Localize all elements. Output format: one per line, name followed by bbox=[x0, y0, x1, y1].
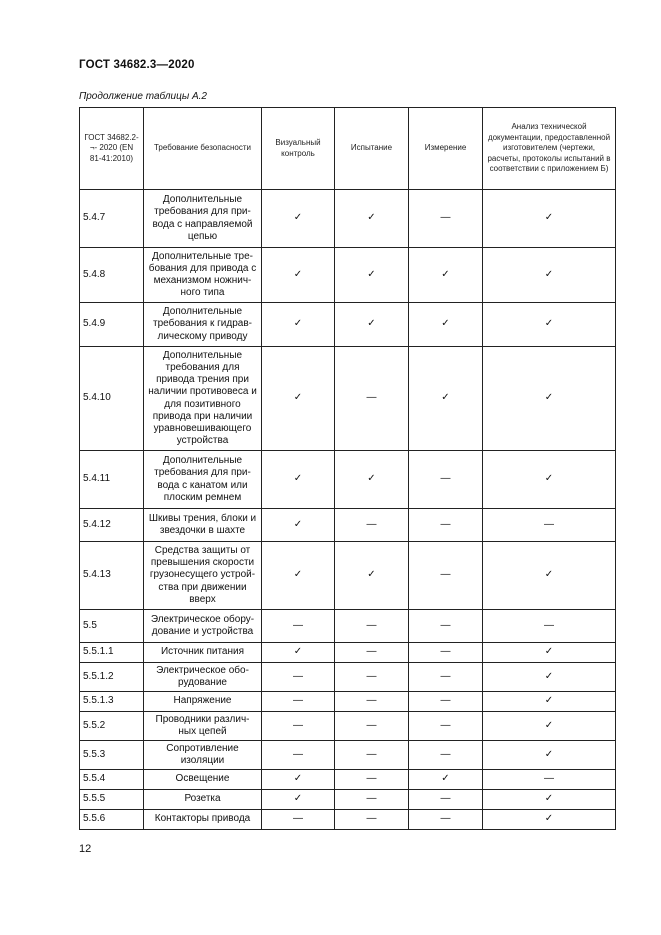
analysis-cell: ✓ bbox=[483, 712, 616, 741]
visual-control-cell: ✓ bbox=[262, 509, 335, 542]
clause-cell: 5.4.12 bbox=[80, 509, 144, 542]
requirement-cell: Электрическое обору-дование и устройства bbox=[144, 610, 262, 643]
measurement-cell: ✓ bbox=[409, 303, 483, 347]
header-standard-clause: ГОСТ 34682.2-¬- 2020 (EN 81-41:2010) bbox=[80, 108, 144, 190]
table-row bbox=[80, 248, 616, 303]
table-row bbox=[80, 770, 616, 790]
visual-control-cell: — bbox=[262, 663, 335, 692]
test-cell: — bbox=[335, 347, 409, 451]
requirement-cell: Напряжение bbox=[144, 692, 262, 712]
test-cell: — bbox=[335, 663, 409, 692]
requirement-cell: Средства защиты от превышения скорости грузонесущего устрой-ства при движении вверх bbox=[144, 542, 262, 610]
analysis-cell: ✓ bbox=[483, 790, 616, 810]
table-row bbox=[80, 810, 616, 830]
requirement-cell: Дополнительные требования к гидрав-лическому приводу bbox=[144, 303, 262, 347]
clause-cell: 5.4.10 bbox=[80, 347, 144, 451]
test-cell: — bbox=[335, 692, 409, 712]
visual-control-cell: ✓ bbox=[262, 790, 335, 810]
table-caption: Продолжение таблицы А.2 bbox=[79, 91, 207, 102]
clause-cell: 5.5.2 bbox=[80, 712, 144, 741]
test-cell: — bbox=[335, 741, 409, 770]
visual-control-cell: — bbox=[262, 610, 335, 643]
requirement-cell: Освещение bbox=[144, 770, 262, 790]
table-row bbox=[80, 741, 616, 770]
visual-control-cell: ✓ bbox=[262, 643, 335, 663]
table-row bbox=[80, 663, 616, 692]
clause-cell: 5.5.5 bbox=[80, 790, 144, 810]
header-test: Испытание bbox=[335, 108, 409, 190]
visual-control-cell: ✓ bbox=[262, 190, 335, 248]
visual-control-cell: ✓ bbox=[262, 451, 335, 509]
visual-control-cell: — bbox=[262, 741, 335, 770]
table-row bbox=[80, 347, 616, 451]
header-measurement: Измерение bbox=[409, 108, 483, 190]
measurement-cell: ✓ bbox=[409, 770, 483, 790]
test-cell: ✓ bbox=[335, 248, 409, 303]
test-cell: — bbox=[335, 509, 409, 542]
test-cell: — bbox=[335, 643, 409, 663]
analysis-cell: ✓ bbox=[483, 810, 616, 830]
clause-cell: 5.5.6 bbox=[80, 810, 144, 830]
requirements-table bbox=[79, 107, 616, 830]
table-row bbox=[80, 451, 616, 509]
measurement-cell: — bbox=[409, 509, 483, 542]
requirement-cell: Шкивы трения, блоки и звездочки в шахте bbox=[144, 509, 262, 542]
visual-control-cell: — bbox=[262, 810, 335, 830]
document-title: ГОСТ 34682.3—2020 bbox=[79, 59, 195, 71]
analysis-cell: ✓ bbox=[483, 451, 616, 509]
analysis-cell: ✓ bbox=[483, 542, 616, 610]
clause-cell: 5.5.3 bbox=[80, 741, 144, 770]
clause-cell: 5.5 bbox=[80, 610, 144, 643]
visual-control-cell: ✓ bbox=[262, 347, 335, 451]
clause-cell: 5.4.11 bbox=[80, 451, 144, 509]
analysis-cell: ✓ bbox=[483, 190, 616, 248]
analysis-cell: ✓ bbox=[483, 692, 616, 712]
test-cell: — bbox=[335, 790, 409, 810]
table-row bbox=[80, 303, 616, 347]
measurement-cell: — bbox=[409, 610, 483, 643]
measurement-cell: — bbox=[409, 451, 483, 509]
measurement-cell: — bbox=[409, 643, 483, 663]
measurement-cell: ✓ bbox=[409, 248, 483, 303]
analysis-cell: ✓ bbox=[483, 347, 616, 451]
analysis-cell: — bbox=[483, 610, 616, 643]
test-cell: ✓ bbox=[335, 303, 409, 347]
analysis-cell: — bbox=[483, 770, 616, 790]
measurement-cell: — bbox=[409, 542, 483, 610]
measurement-cell: — bbox=[409, 810, 483, 830]
clause-cell: 5.4.13 bbox=[80, 542, 144, 610]
test-cell: ✓ bbox=[335, 190, 409, 248]
requirement-cell: Дополнительные требования для при-вода с направляемой цепью bbox=[144, 190, 262, 248]
visual-control-cell: ✓ bbox=[262, 770, 335, 790]
analysis-cell: ✓ bbox=[483, 663, 616, 692]
requirement-cell: Контакторы привода bbox=[144, 810, 262, 830]
table-row bbox=[80, 542, 616, 610]
analysis-cell: ✓ bbox=[483, 303, 616, 347]
measurement-cell: — bbox=[409, 790, 483, 810]
header-visual-control: Визуальный контроль bbox=[262, 108, 335, 190]
clause-cell: 5.5.1.1 bbox=[80, 643, 144, 663]
analysis-cell: ✓ bbox=[483, 643, 616, 663]
test-cell: ✓ bbox=[335, 542, 409, 610]
clause-cell: 5.4.9 bbox=[80, 303, 144, 347]
test-cell: — bbox=[335, 770, 409, 790]
visual-control-cell: ✓ bbox=[262, 303, 335, 347]
table-row bbox=[80, 610, 616, 643]
table-header-row bbox=[80, 108, 616, 190]
test-cell: ✓ bbox=[335, 451, 409, 509]
test-cell: — bbox=[335, 810, 409, 830]
requirement-cell: Электрическое обо-рудование bbox=[144, 663, 262, 692]
header-documentation-analysis: Анализ технической документации, предоставленной изготовителем (чертежи, расчеты, протоколы испытаний в соответствии с приложением Б) bbox=[483, 108, 616, 190]
requirement-cell: Сопротивление изоляции bbox=[144, 741, 262, 770]
measurement-cell: — bbox=[409, 712, 483, 741]
page-number: 12 bbox=[79, 843, 92, 855]
measurement-cell: — bbox=[409, 190, 483, 248]
visual-control-cell: — bbox=[262, 712, 335, 741]
test-cell: — bbox=[335, 610, 409, 643]
requirement-cell: Дополнительные тре-бования для привода с механизмом ножнич-ного типа bbox=[144, 248, 262, 303]
clause-cell: 5.4.7 bbox=[80, 190, 144, 248]
table-row bbox=[80, 509, 616, 542]
clause-cell: 5.5.1.2 bbox=[80, 663, 144, 692]
header-safety-requirement: Требование безопасности bbox=[144, 108, 262, 190]
table-row bbox=[80, 790, 616, 810]
table-row bbox=[80, 712, 616, 741]
analysis-cell: ✓ bbox=[483, 248, 616, 303]
requirement-cell: Дополнительные требования для привода трения при наличии противовеса и для позитивного привода при наличии уравновешивающего устройства bbox=[144, 347, 262, 451]
table-row bbox=[80, 643, 616, 663]
clause-cell: 5.5.4 bbox=[80, 770, 144, 790]
requirement-cell: Проводники различ-ных цепей bbox=[144, 712, 262, 741]
table-row bbox=[80, 190, 616, 248]
visual-control-cell: ✓ bbox=[262, 542, 335, 610]
test-cell: — bbox=[335, 712, 409, 741]
visual-control-cell: — bbox=[262, 692, 335, 712]
requirement-cell: Розетка bbox=[144, 790, 262, 810]
analysis-cell: — bbox=[483, 509, 616, 542]
analysis-cell: ✓ bbox=[483, 741, 616, 770]
table-row bbox=[80, 692, 616, 712]
requirement-cell: Дополнительные требования для при-вода с канатом или плоским ремнем bbox=[144, 451, 262, 509]
table-body bbox=[80, 190, 616, 830]
measurement-cell: — bbox=[409, 692, 483, 712]
requirement-cell: Источник питания bbox=[144, 643, 262, 663]
clause-cell: 5.4.8 bbox=[80, 248, 144, 303]
measurement-cell: — bbox=[409, 741, 483, 770]
visual-control-cell: ✓ bbox=[262, 248, 335, 303]
measurement-cell: — bbox=[409, 663, 483, 692]
measurement-cell: ✓ bbox=[409, 347, 483, 451]
clause-cell: 5.5.1.3 bbox=[80, 692, 144, 712]
